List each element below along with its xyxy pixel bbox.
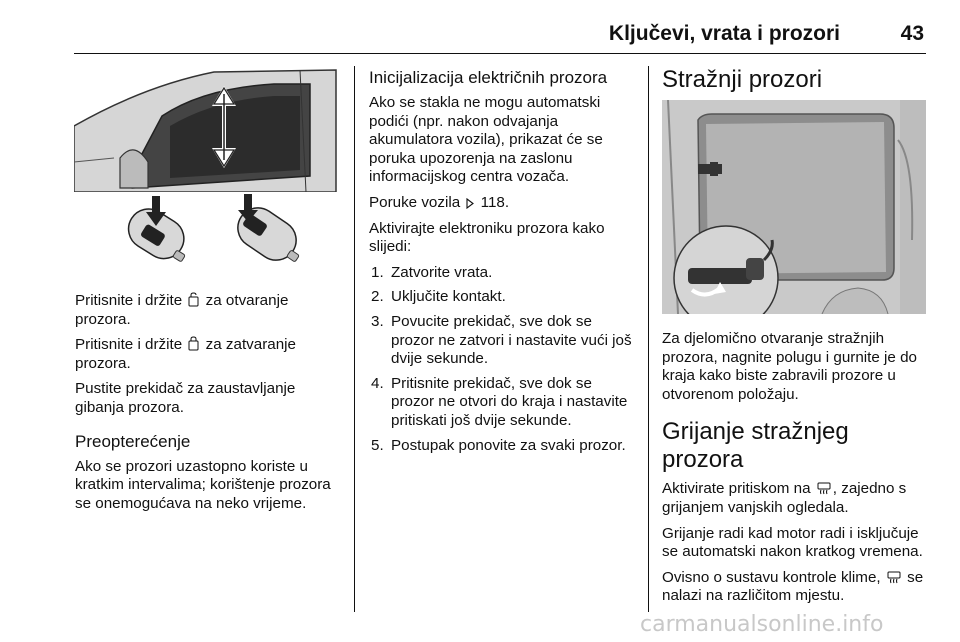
column-3-heading-block (662, 66, 928, 100)
rear-defrost-icon (817, 482, 831, 495)
rear-heating-activation (662, 480, 930, 517)
initialization-paragraph: Ako se stakla ne mogu automatski podići (npr. nakon odvajanja akumulatora vozila), prikazat će se poruka upozorenja na zaslonu informacijskog centra vozača. (369, 94, 603, 186)
rear-defrost-icon (887, 571, 901, 584)
open-instruction-end: za otvaranje prozora. (75, 292, 289, 328)
column-2 (369, 68, 637, 461)
close-window-instruction (75, 336, 345, 373)
column-divider-1 (354, 66, 355, 612)
page-number: 43 (900, 22, 924, 45)
open-window-instruction (75, 292, 345, 329)
activation-suffix: , zajedno s grijanjem vanjskih ogledala. (662, 480, 907, 516)
open-instruction-text: Pritisnite i držite (75, 292, 183, 309)
column-3 (662, 330, 930, 613)
stop-instruction: Pustite prekidač za zaustavljanje gibanja prozora. (75, 380, 296, 416)
step-text: Povucite prekidač, sve dok se prozor ne zatvori i nastavite vući još dvije sekunde. (391, 312, 632, 368)
step-number: 2. (371, 288, 384, 306)
watermark: carmanualsonline.info (640, 612, 884, 637)
step-text: Zatvorite vrata. (391, 263, 493, 281)
rear-heating-operation: Grijanje radi kad motor radi i isključuje se automatski nakon kratkog vremena. (662, 524, 923, 561)
key-fob-open-illustration (112, 196, 200, 276)
rear-heating-heading: Grijanje stražnjeg prozora (662, 418, 849, 474)
header-rule (74, 53, 926, 54)
page-reference-arrow-icon[interactable] (466, 198, 474, 209)
key-open-symbol-icon (188, 292, 199, 307)
step-text: Pritisnite prekidač, sve dok se prozor ne otvori do kraja i nastavite pritiskati još dvije sekunde. (391, 374, 628, 429)
rear-windows-paragraph: Za djelomično otvaranje stražnjih prozora, nagnite polugu i gurnite je do kraja kako biste zabravili prozore u otvorenom položaju. (662, 330, 917, 403)
step-number: 4. (371, 374, 384, 392)
step-text: Uključite kontakt. (391, 288, 506, 306)
list-item (369, 375, 637, 431)
initialization-heading: Inicijalizacija električnih prozora (369, 68, 608, 87)
column-1 (75, 292, 345, 520)
rear-windows-heading: Stražnji prozori (662, 66, 823, 93)
rear-window-illustration (662, 100, 926, 314)
step-number: 3. (371, 312, 384, 330)
activation-steps-list (369, 264, 637, 455)
activation-text: Aktivirate pritiskom na (662, 480, 811, 498)
column-divider-2 (648, 66, 649, 612)
overload-heading: Preopterećenje (75, 431, 191, 451)
key-close-symbol-icon (188, 336, 199, 351)
door-window-illustration (74, 66, 340, 192)
page-header-title: Ključevi, vrata i prozori (608, 22, 840, 45)
reference-text: Poruke vozila (369, 193, 461, 211)
list-item (369, 264, 637, 283)
step-number: 1. (371, 263, 384, 281)
list-item (369, 437, 637, 456)
climate-suffix: se nalazi na različitom mjestu. (662, 568, 924, 605)
step-number: 5. (371, 436, 384, 454)
vehicle-messages-reference (369, 194, 637, 213)
climate-prefix: Ovisno o sustavu kontrole klime, (662, 568, 881, 586)
close-instruction-text: Pritisnite i držite (75, 336, 183, 354)
overload-paragraph: Ako se prozori uzastopno koriste u kratkim intervalima; korištenje prozora se onemogućava na neko vrijeme. (75, 457, 331, 512)
climate-control-note (662, 569, 930, 606)
list-item (369, 288, 637, 307)
close-instruction-end: za zatvaranje prozora. (75, 336, 296, 372)
activation-intro: Aktivirajte elektroniku prozora kako slijedi: (369, 219, 605, 256)
reference-page[interactable]: 118. (480, 193, 510, 211)
list-item (369, 313, 637, 369)
key-fob-close-illustration (218, 192, 314, 276)
step-text: Postupak ponovite za svaki prozor. (391, 436, 626, 454)
